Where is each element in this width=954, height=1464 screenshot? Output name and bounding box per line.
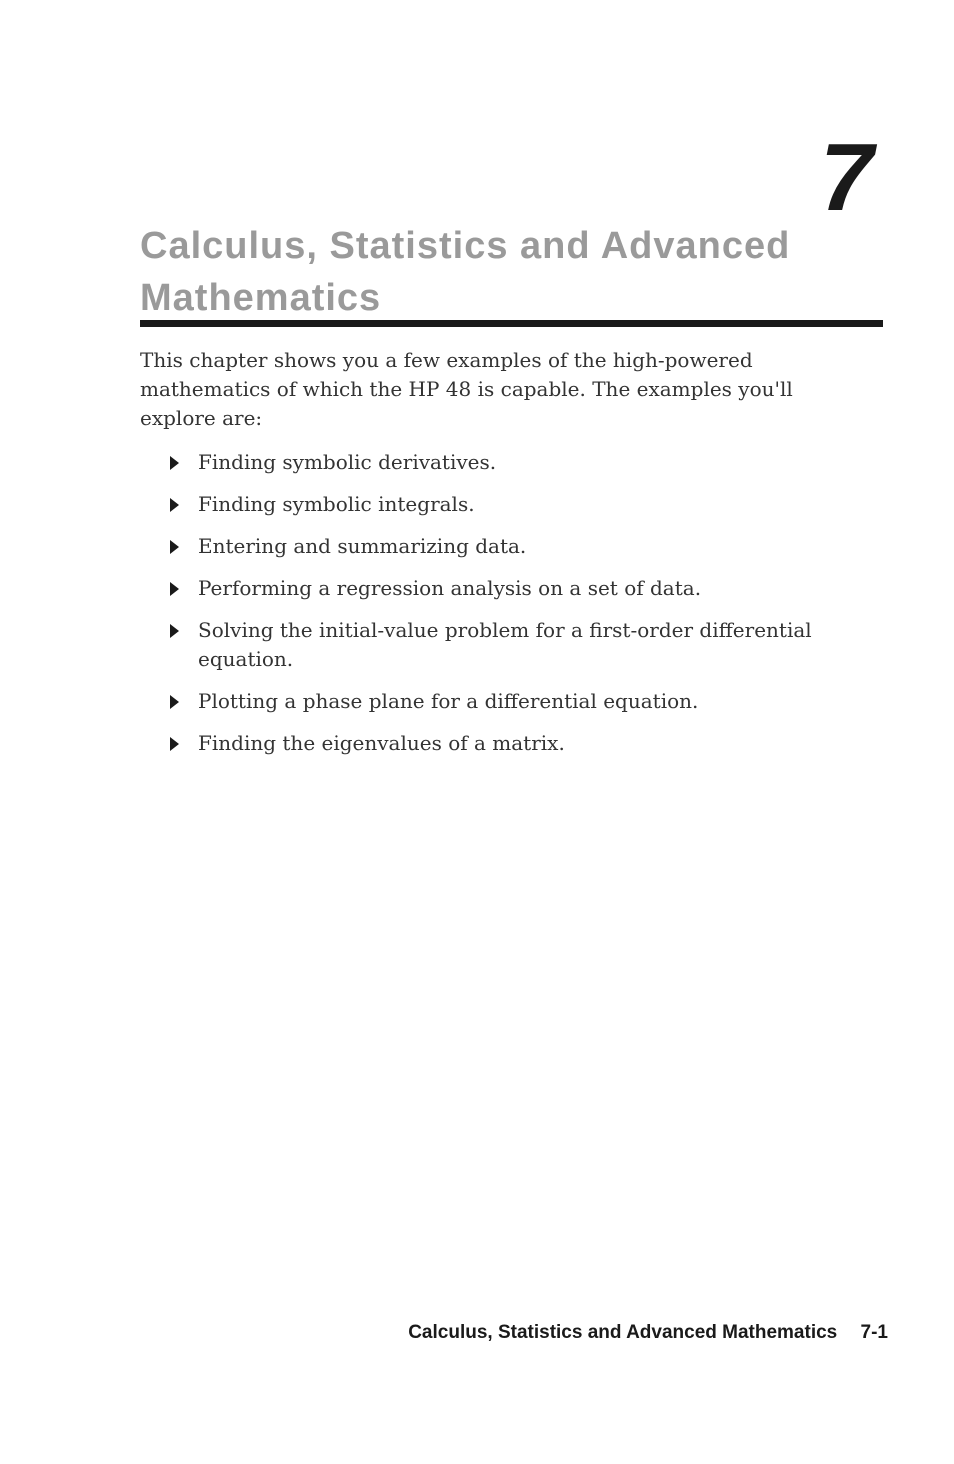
triangle-bullet-icon — [170, 624, 179, 638]
page-number: 7-1 — [860, 1322, 888, 1343]
list-item — [170, 687, 850, 716]
title-rule — [140, 320, 883, 327]
list-item — [170, 574, 850, 603]
list-item-text: Finding the eigenvalues of a matrix. — [198, 731, 565, 755]
triangle-bullet-icon — [170, 540, 179, 554]
list-item-text: Finding symbolic integrals. — [198, 492, 475, 516]
chapter-number: 7 — [820, 124, 874, 231]
list-item — [170, 616, 850, 674]
list-item-text: Performing a regression analysis on a set of data. — [198, 576, 702, 600]
list-item-text: Entering and summarizing data. — [198, 534, 527, 558]
list-item — [170, 532, 850, 561]
intro-paragraph: This chapter shows you a few examples of the high-powered mathematics of which the HP 48 is capable. The examples you'll explore are: — [140, 348, 793, 430]
list-item — [170, 448, 850, 477]
list-item-text: Plotting a phase plane for a differential equation. — [198, 689, 699, 713]
topic-list — [170, 448, 850, 771]
list-item — [170, 729, 850, 758]
footer-section-title: Calculus, Statistics and Advanced Mathematics — [408, 1322, 838, 1343]
triangle-bullet-icon — [170, 695, 179, 709]
list-item-text: Solving the initial-value problem for a first-order differential equation. — [198, 618, 812, 671]
page-footer — [408, 1322, 888, 1344]
triangle-bullet-icon — [170, 582, 179, 596]
triangle-bullet-icon — [170, 737, 179, 751]
triangle-bullet-icon — [170, 456, 179, 470]
chapter-title: Calculus, Statistics and Advanced Mathematics — [140, 225, 791, 319]
list-item-text: Finding symbolic derivatives. — [198, 450, 497, 474]
list-item — [170, 490, 850, 519]
triangle-bullet-icon — [170, 498, 179, 512]
